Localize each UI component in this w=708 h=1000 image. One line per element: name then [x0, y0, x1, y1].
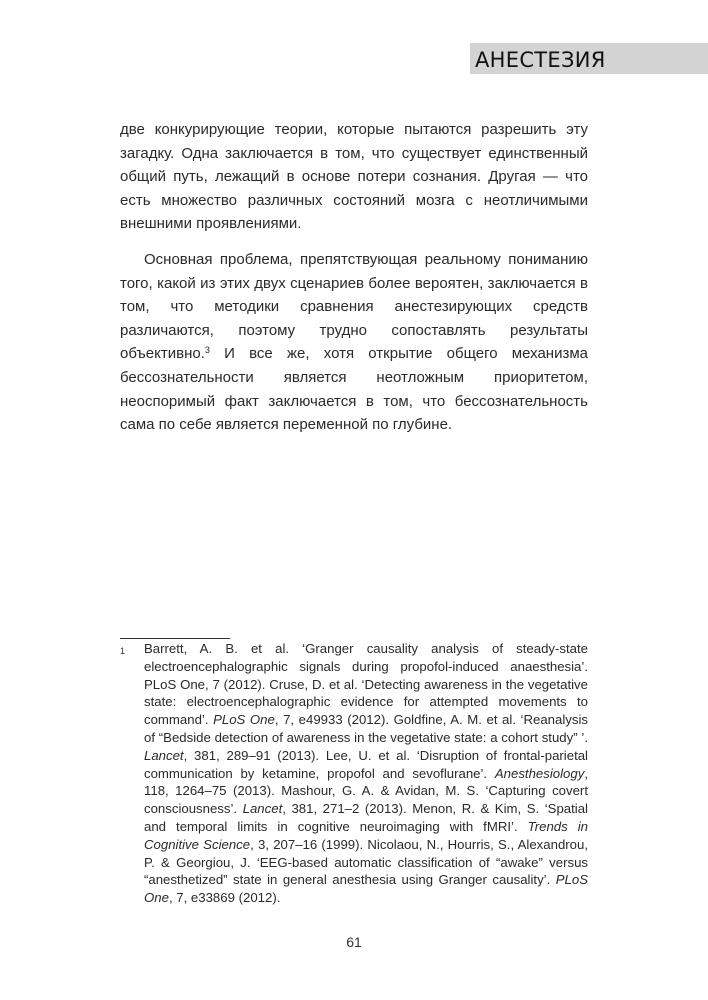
- footnote-seg-6: , 3, 207–16 (1999). Nicolaou, N., Hourris, S., Alexandrou, P. & Georgiou, J. ‘EEG-based automatic classification of “awake” versus “anesthetized” state in general anesthesia using Granger causality’.: [144, 836, 589, 888]
- footnote-seg-7: , 7, e33869 (2012).: [168, 890, 281, 906]
- footnote-journal-5: Trends in Cognitive Science: [144, 818, 588, 852]
- footnote-journal-4: Lancet: [242, 801, 283, 817]
- paragraph-1: две конкурирующие теории, которые пытаются разрешить эту загадку. Одна заключается в том, что существует единственный общий путь, лежащий в основе потери сознания. Другая — что есть множество различных состояний мозга с неотличимыми внешними проявлениями.: [120, 121, 588, 233]
- paragraph-2: [120, 248, 588, 437]
- running-header-title: АНЕСТЕЗИЯ: [475, 48, 606, 72]
- footnote-journal-3: Anesthesiology: [494, 765, 585, 781]
- footnote-journal-6: PLoS One: [144, 872, 588, 906]
- footnote-number: 1: [120, 646, 126, 656]
- main-text: [120, 118, 588, 437]
- paragraph-2-text-a: Основная проблема, препятствующая реальному пониманию того, какой из этих двух сценариев более вероятен, заключается в том, что методики сравнения анестезирующих средств различаются, поэтому трудно сопоставлять результаты объективно.: [120, 250, 588, 363]
- footnote-seg-2: , 7, e49933 (2012). Goldfine, A. M. et al. ‘Reanalysis of “Bedside detection of awareness in the vegetative state: a cohort study” ’.: [144, 712, 588, 745]
- footnote-seg-3: , 381, 289–91 (2013). Lee, U. et al. ‘Disruption of frontal-parietal communication by ketamine, propofol and sevoflurane’.: [144, 747, 588, 781]
- footnote-journal-1: PLoS One: [213, 712, 275, 728]
- footnote-divider: [120, 638, 230, 639]
- footnote-seg-4: , 118, 1264–75 (2013). Mashour, G. A. & Avidan, M. S. ‘Capturing covert consciousness’.: [144, 765, 588, 817]
- footnote-journal-2: Lancet: [144, 747, 184, 763]
- page-number: 61: [346, 934, 362, 950]
- paragraph-2-text-b: И все же, хотя открытие общего механизма бессознательности является неотложным приоритетом, неоспоримый факт заключается в том, что бессознательность сама по себе является переменной по глубине.: [120, 345, 588, 434]
- footnote-reference-3[interactable]: 3: [204, 345, 210, 356]
- footnote-text: [144, 640, 588, 907]
- footnote-seg-1: Barrett, A. B. et al. ‘Granger causality analysis of steady-state electroencephalographic signals during propofol-induced anaesthesia’. PLoS One, 7 (2012). Cruse, D. et al. ‘Detecting awareness in the vegetative state: electroencephalographic evidence for attempted movements to command’.: [144, 641, 588, 728]
- footnote-seg-5: , 381, 271–2 (2013). Menon, R. & Kim, S. ‘Spatial and temporal limits in cognitive neuroimaging with fMRI’.: [144, 801, 588, 834]
